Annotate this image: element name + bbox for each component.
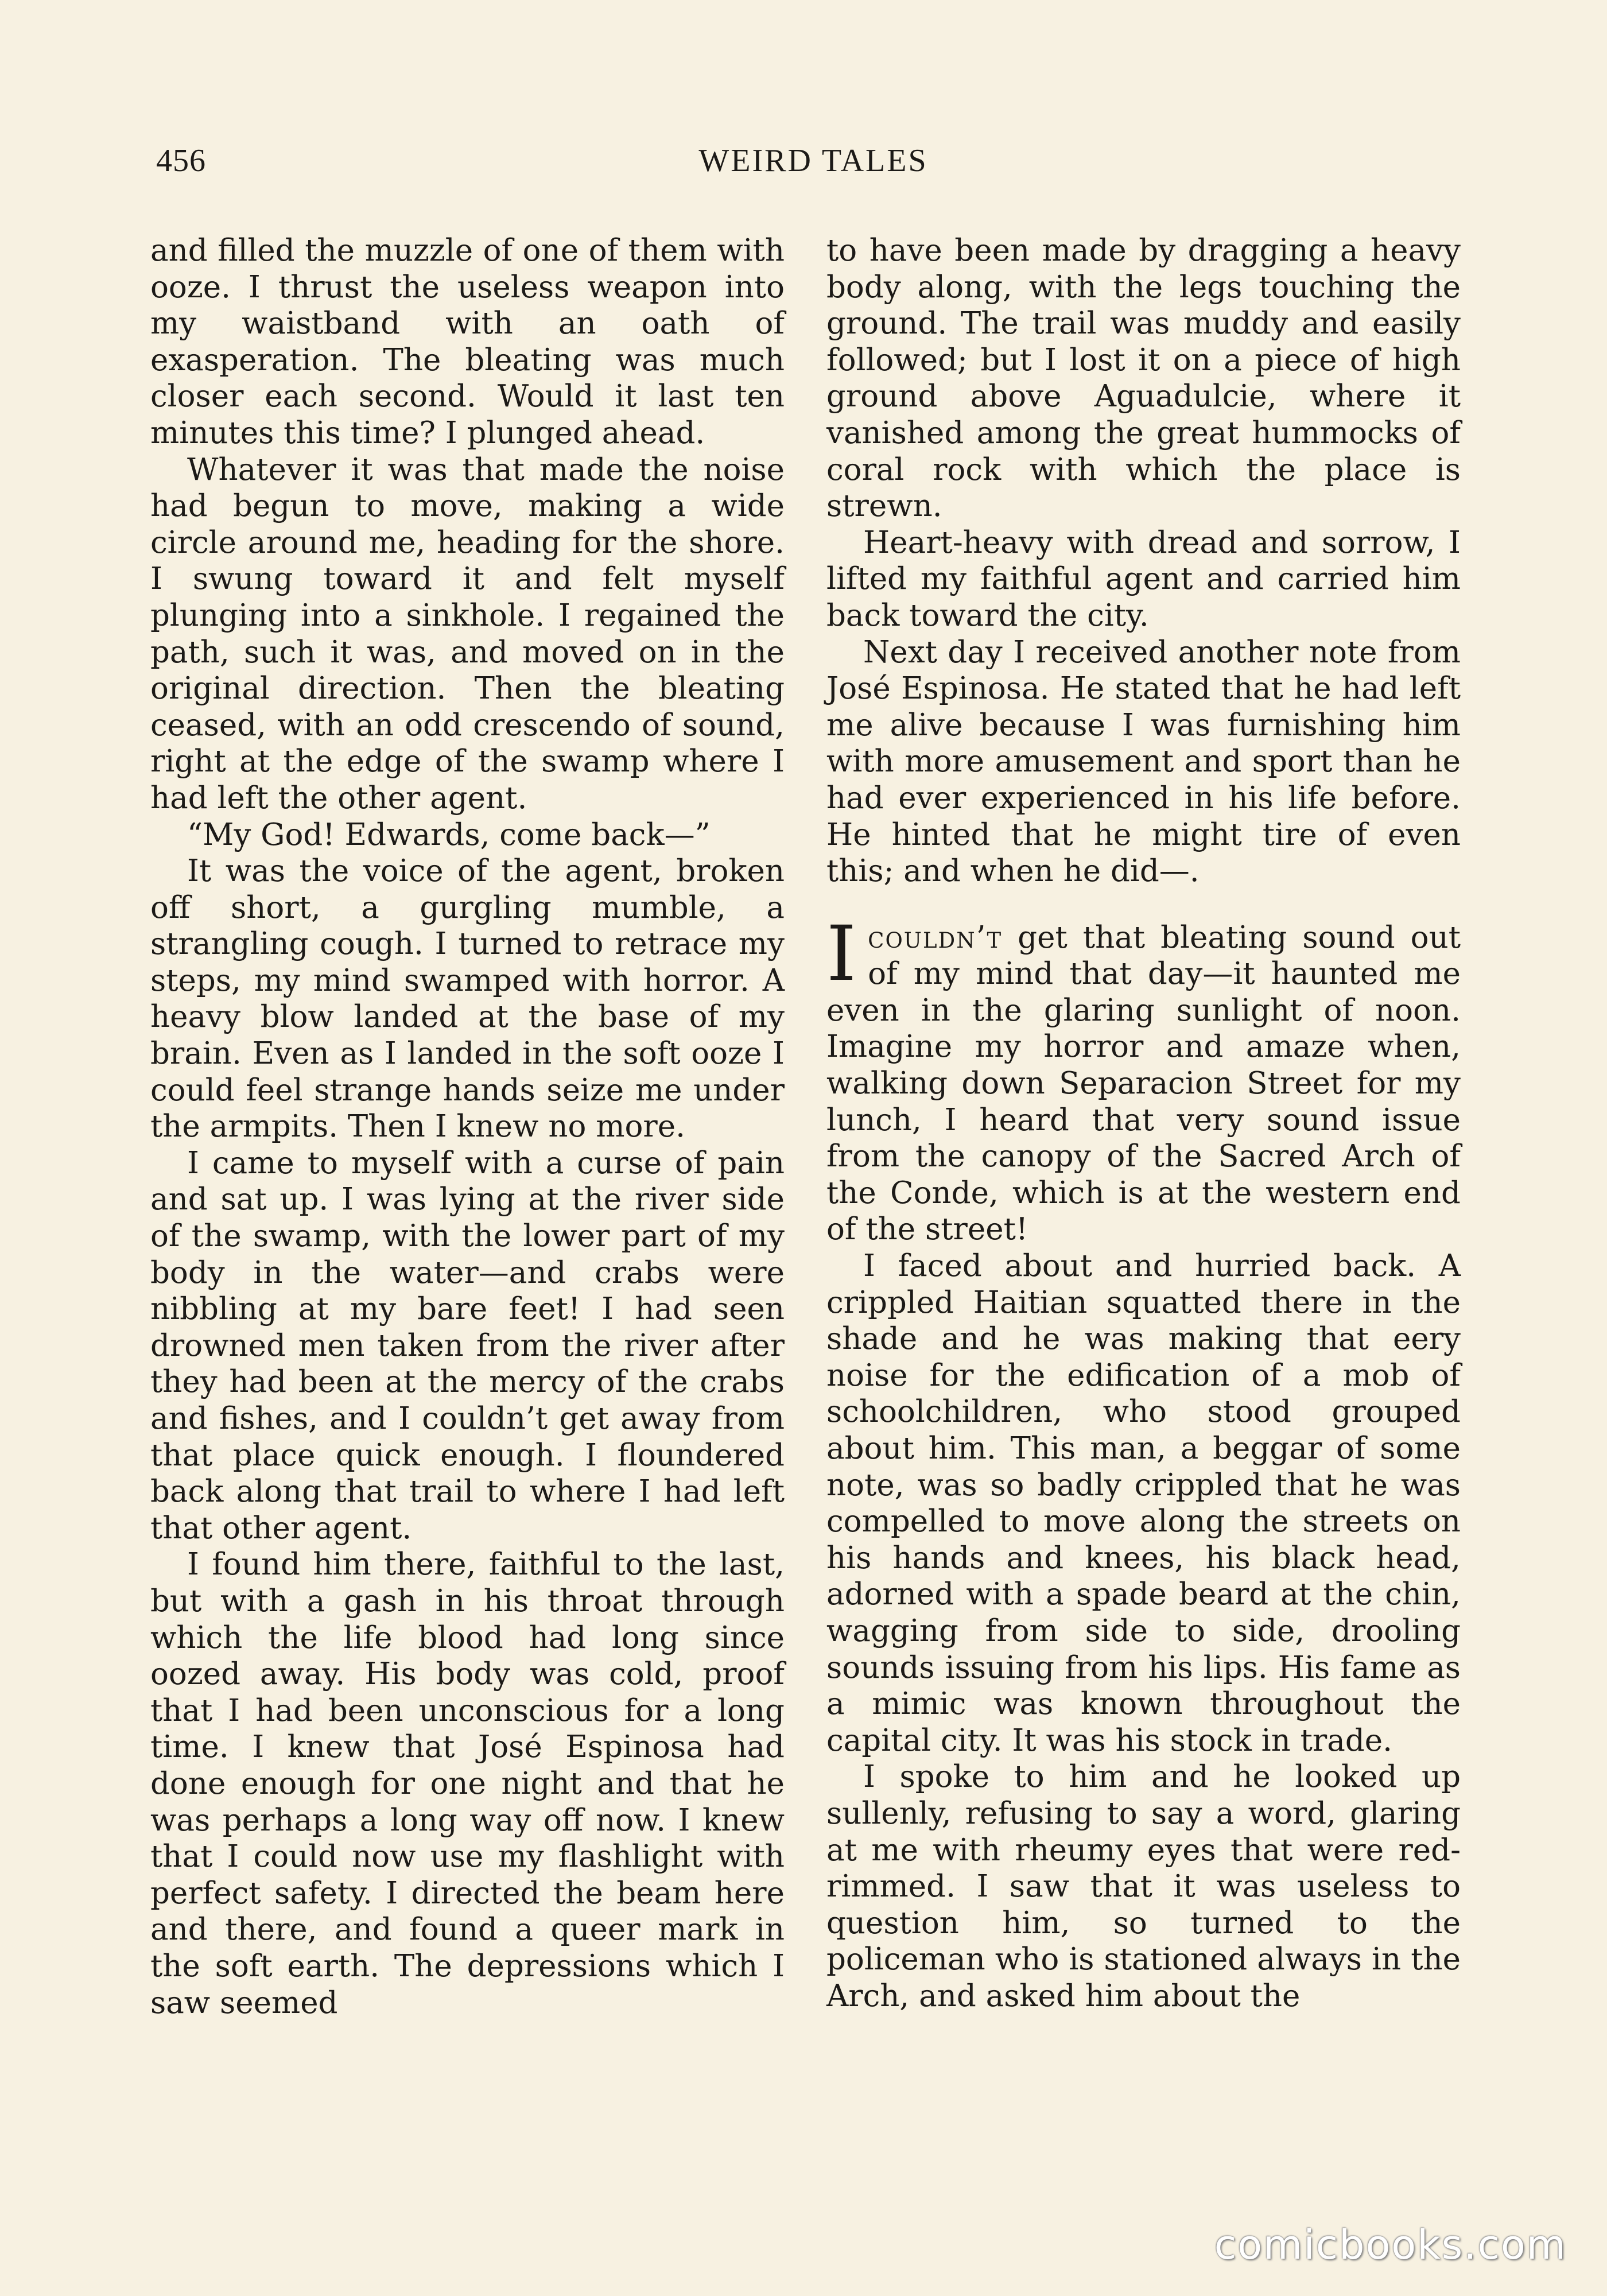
left-column — [150, 232, 785, 2021]
paragraph: and filled the muzzle of one of them with ooze. I thrust the useless weapon into my waistband with an oath of exasperation. The bleating was much closer each second. Would it last ten minutes this time? I plunged ahead. — [150, 233, 785, 451]
right-column — [826, 232, 1461, 2015]
page-header — [156, 142, 1470, 194]
paragraph: I faced about and hurried back. A crippled Haitian squatted there in the shade and he was making that eery noise for the edification of a mob of schoolchildren, who stood grouped about him. This man, a beggar of some note, was so badly crippled that he was compelled to move along the streets on his hands and knees, his black head, adorned with a spade beard at the chin, wagging from side to side, drooling sounds issuing from his lips. His fame as a mimic was known throughout the capital city. It was his stock in trade. — [826, 1248, 1461, 1758]
running-title: WEIRD TALES — [698, 143, 928, 179]
paragraph: I came to myself with a curse of pain and sat up. I was lying at the river side of the swamp, with the lower part of my body in the water—and crabs were nibbling at my bare feet! I had seen drowned men taken from the river after they had been at the mercy of the crabs and fishes, and I couldn’t get away from that place quick enough. I floundered back along that trail to where I had left that other agent. — [150, 1145, 785, 1546]
paragraph: It was the voice of the agent, broken off short, a gurgling mumble, a strangling cough. I turned to retrace my steps, my mind swamped with horror. A heavy blow landed at the base of my brain. Even as I landed in the soft ooze I could feel strange hands seize me under the armpits. Then I knew no more. — [150, 854, 785, 1145]
paragraph-text: get that bleating sound out of my mind that day—it haunted me even in the glaring sunlight of noon. Imagine my horror and amaze when, walking down Separacion Street for my lunch, I heard that very sound issue from the canopy of the Sacred Arch of the Conde, which is at the western end of the street! — [826, 920, 1461, 1247]
paragraph: to have been made by dragging a heavy body along, with the legs touching the ground. The trail was muddy and easily followed; but I lost it on a piece of high ground above Aguadulcie, where it vanished among the great hummocks of coral rock with which the place is strewn. — [826, 233, 1461, 524]
paragraph: I spoke to him and he looked up sullenly, refusing to say a word, glaring at me with rheumy eyes that were red-rimmed. I saw that it was useless to question him, so turned to the policeman who is stationed always in the Arch, and asked him about the — [826, 1759, 1461, 2014]
site-watermark: comicbooks.com — [1214, 2221, 1567, 2268]
page-number: 456 — [156, 143, 206, 179]
paragraph: Whatever it was that made the noise had begun to move, making a wide circle around me, heading for the shore. I swung toward it and felt myself plunging into a sinkhole. I regained the path, such it was, and moved on in the original direction. Then the bleating ceased, with an odd crescendo of sound, right at the edge of the swamp where I had left the other agent. — [150, 452, 785, 816]
drop-cap: I — [826, 909, 857, 998]
paragraph: “My God! Edwards, come back—” — [187, 817, 711, 852]
paragraph: Next day I received another note from José Espinosa. He stated that he had left me alive because I was furnishing him with more amusement and sport than he had ever experienced in his life before. He hinted that he might tire of even this; and when he did—. — [826, 634, 1461, 889]
paragraph: I found him there, faithful to the last, but with a gash in his throat through which the life blood had long since oozed away. His body was cold, proof that I had been unconscious for a long time. I knew that José Espinosa had done enough for one night and that he was perhaps a long way off now. I knew that I could now use my flashlight with perfect safety. I directed the beam here and there, and found a queer mark in the soft earth. The depressions which I saw seemed — [150, 1547, 785, 2020]
paragraph: Heart-heavy with dread and sorrow, I lifted my faithful agent and carried him back toward the city. — [826, 525, 1461, 633]
small-caps-lead: couldn’t — [868, 920, 1003, 955]
section-opening-paragraph — [826, 909, 1461, 1248]
